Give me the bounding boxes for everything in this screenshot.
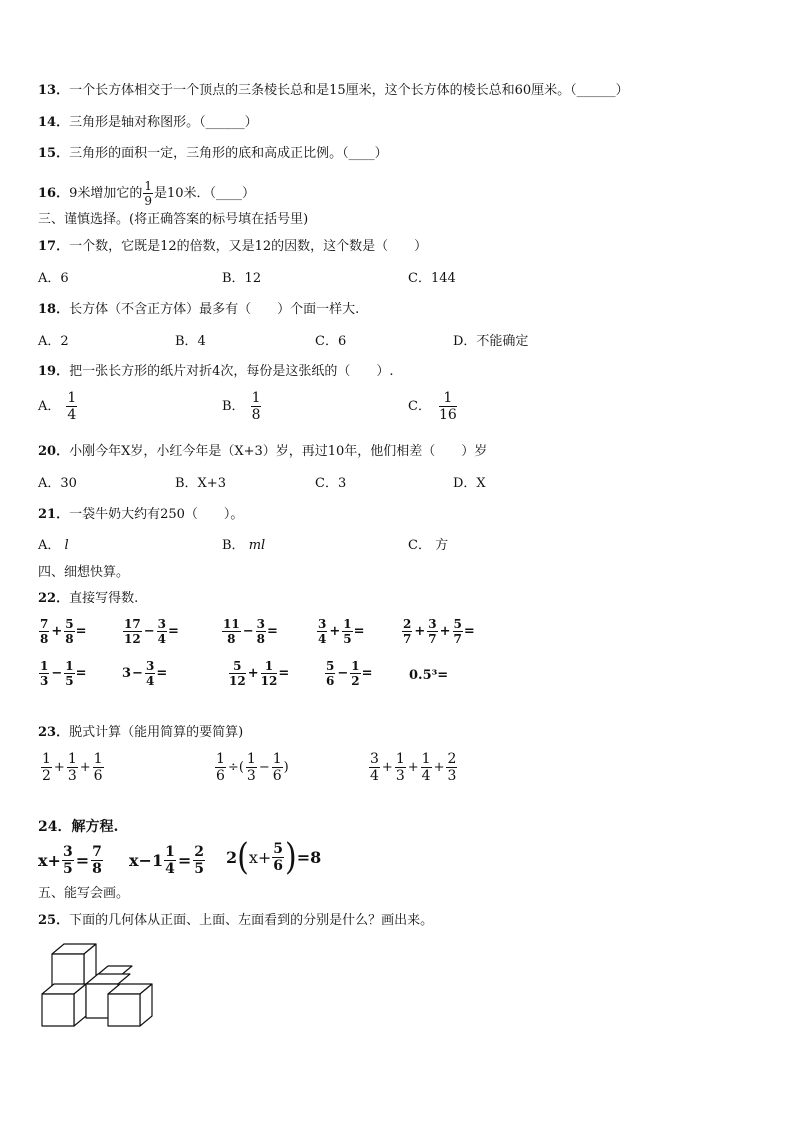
option-c: C．6 — [315, 334, 347, 349]
question-number: 21． — [38, 507, 70, 522]
expression: $\frac{1}{6}$ ÷( $\frac{1}{3}$ − $\frac{1}{6}$ ) — [216, 751, 289, 784]
question-text: 三角形是轴对称图形。（______） — [69, 115, 258, 130]
question-24 — [38, 818, 118, 836]
option-b: B． $\frac{1}{8}$ — [222, 390, 261, 423]
question-text: 把一张长方形的纸片对折4次，每份是这张纸的（ ）. — [69, 364, 394, 379]
equation: 2 ( x+ $\frac{5}{6}$ ) =8 — [226, 835, 322, 878]
question-text: 解方程. — [71, 819, 119, 835]
question-19 — [38, 363, 394, 381]
option-d: D．不能确定 — [453, 334, 529, 349]
equation: x−1 $\frac{1}{4}$ = $\frac{2}{5}$ — [129, 844, 204, 877]
calc-item: $\frac{17}{12}$ − $\frac{3}{4}$ = — [124, 617, 179, 646]
question-14 — [38, 114, 258, 132]
question-number: 23． — [38, 725, 70, 740]
question-20 — [38, 443, 487, 461]
calc-item: 3 − $\frac{3}{4}$ = — [122, 659, 168, 688]
question-text: 小刚今年X岁，小红今年是（X+3）岁，再过10年，他们相差（ ）岁 — [69, 444, 488, 459]
calc-item: $\frac{5}{12}$ + $\frac{1}{12}$ = — [229, 659, 290, 688]
question-21 — [38, 506, 243, 524]
calc-item: $\frac{2}{7}$ + $\frac{3}{7}$ + $\frac{5}{7}$ = — [403, 617, 475, 646]
calc-item: 0.5³= — [409, 668, 449, 683]
question-18 — [38, 301, 359, 319]
calc-item: $\frac{11}{8}$ − $\frac{3}{8}$ = — [223, 617, 278, 646]
option-a: A．30 — [38, 476, 77, 491]
question-13 — [38, 82, 629, 100]
calc-item: $\frac{7}{8}$ + $\frac{5}{8}$ = — [40, 617, 87, 646]
question-25 — [38, 912, 433, 930]
expression: $\frac{1}{2}$ + $\frac{1}{3}$ + $\frac{1}{6}$ — [42, 751, 103, 784]
section-heading-5: 五、能写会画。 — [38, 886, 130, 901]
question-number: 14． — [38, 115, 70, 130]
equation: x+ $\frac{3}{5}$ = $\frac{7}{8}$ — [38, 844, 102, 877]
cube-stack-figure — [38, 942, 168, 1034]
option-b: B．4 — [175, 334, 206, 349]
question-text: 脱式计算（能用简算的要简算) — [69, 725, 244, 740]
option-b: B．12 — [222, 271, 262, 286]
question-text: 三角形的面积一定，三角形的底和高成正比例。（____） — [69, 146, 388, 161]
question-16 — [38, 180, 255, 207]
option-a: A．2 — [38, 334, 69, 349]
section-heading-4: 四、细想快算。 — [38, 565, 130, 580]
question-number: 22． — [38, 591, 70, 606]
option-d: D．X — [453, 476, 486, 491]
question-text: 一个数，它既是12的倍数，又是12的因数，这个数是（ ） — [69, 239, 428, 254]
question-number: 15． — [38, 146, 70, 161]
question-text: 一袋牛奶大约有250（ ）。 — [69, 507, 244, 522]
option-c: C．3 — [315, 476, 347, 491]
question-23 — [38, 724, 243, 742]
question-22 — [38, 590, 138, 608]
question-17 — [38, 238, 427, 256]
option-c: C． 方 — [408, 538, 449, 553]
question-number: 19． — [38, 364, 70, 379]
fraction: $\frac{1}{9}$ — [144, 179, 153, 208]
question-number: 17． — [38, 239, 70, 254]
option-a: A． l — [38, 538, 69, 553]
question-number: 20． — [38, 444, 70, 459]
question-text: 一个长方体相交于一个顶点的三条棱长总和是15厘米，这个长方体的棱长总和60厘米。（______） — [69, 83, 629, 98]
option-a: A． $\frac{1}{4}$ — [38, 390, 77, 423]
question-15 — [38, 145, 388, 163]
option-b: B．X+3 — [175, 476, 226, 491]
option-a: A．6 — [38, 271, 69, 286]
question-text: 下面的几何体从正面、上面、左面看到的分别是什么？画出来。 — [69, 913, 434, 928]
question-number: 16． — [38, 186, 70, 201]
option-c: C． $\frac{1}{16}$ — [408, 390, 457, 423]
option-c: C．144 — [408, 271, 456, 286]
question-text: 直接写得数. — [69, 591, 139, 606]
question-number: 24． — [38, 819, 72, 835]
question-text: 长方体（不含正方体）最多有（ ）个面一样大. — [69, 302, 360, 317]
option-b: B． ml — [222, 538, 266, 553]
question-number: 18． — [38, 302, 70, 317]
section-heading-3: 三、谨慎选择。(将正确答案的标号填在括号里) — [38, 212, 309, 227]
question-number: 13． — [38, 83, 70, 98]
calc-item: $\frac{1}{3}$ − $\frac{1}{5}$ = — [40, 659, 87, 688]
question-text-tail: 是10米．（____） — [154, 186, 256, 201]
calc-item: $\frac{5}{6}$ − $\frac{1}{2}$ = — [326, 659, 373, 688]
question-number: 25． — [38, 913, 70, 928]
expression: $\frac{3}{4}$ + $\frac{1}{3}$ + $\frac{1}{4}$ + $\frac{2}{3}$ — [370, 751, 457, 784]
calc-item: $\frac{3}{4}$ + $\frac{1}{5}$ = — [318, 617, 365, 646]
question-text: 9米增加它的 — [69, 186, 143, 201]
